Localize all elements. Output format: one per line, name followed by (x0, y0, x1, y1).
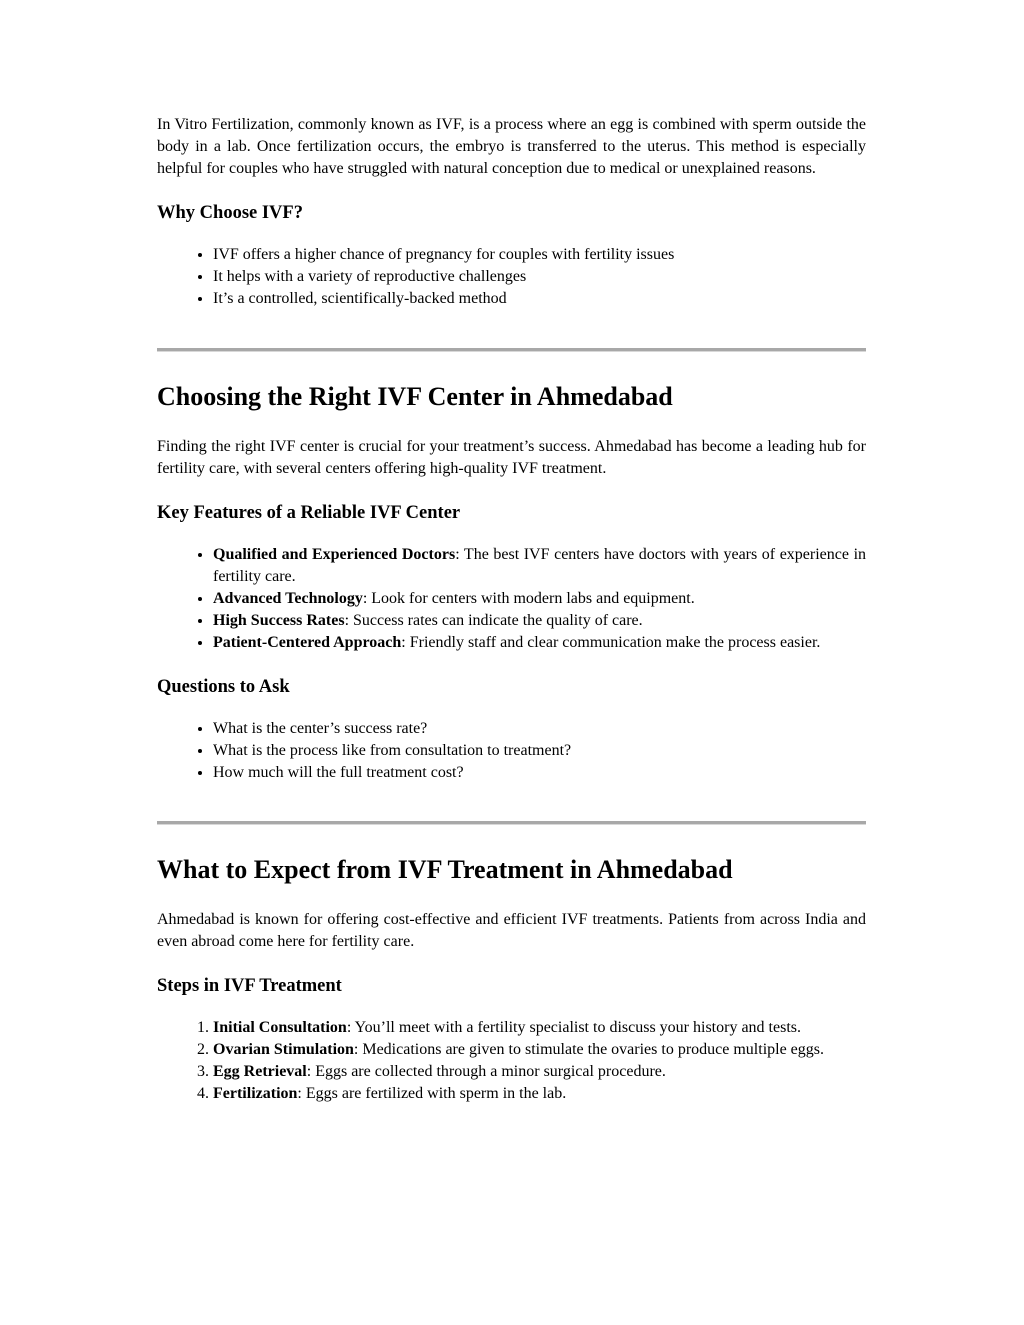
steps-heading: Steps in IVF Treatment (157, 976, 342, 997)
list-item: • How much will the full treatment cost? (213, 762, 866, 784)
feature-term: High Success Rates (213, 611, 345, 629)
feature-text: : Look for centers with modern labs and equipment. (362, 589, 695, 607)
feature-text: : Friendly staff and clear communication make the process easier. (401, 633, 821, 651)
list-item (213, 1061, 866, 1083)
choosing-center-heading: Choosing the Right IVF Center in Ahmedabad (157, 381, 673, 411)
step-term: Fertilization (213, 1084, 298, 1102)
list-item (213, 1083, 866, 1105)
step-text: : You’ll meet with a fertility specialist to discuss your history and tests. (346, 1019, 801, 1037)
list-item (213, 1017, 866, 1039)
list-item (213, 610, 866, 632)
section-divider (157, 348, 866, 352)
step-term: Egg Retrieval (213, 1062, 307, 1080)
what-to-expect-heading: What to Expect from IVF Treatment in Ahmedabad (157, 854, 733, 884)
questions-list (157, 718, 866, 783)
step-text: : Eggs are fertilized with sperm in the lab. (297, 1084, 567, 1102)
what-to-expect-paragraph: Ahmedabad is known for offering cost-effective and efficient IVF treatments. Patients from across India and even abroad come here for fertility care. (157, 910, 866, 950)
section-divider (157, 821, 866, 825)
list-item: • IVF offers a higher chance of pregnancy for couples with fertility issues (213, 244, 866, 266)
key-features-heading: Key Features of a Reliable IVF Center (157, 503, 461, 524)
step-term: Ovarian Stimulation (213, 1041, 354, 1059)
list-item: • It’s a controlled, scientifically-backed method (213, 288, 866, 310)
list-item (213, 588, 866, 610)
choosing-center-paragraph: Finding the right IVF center is crucial for your treatment’s success. Ahmedabad has become a leading hub for fertility care, with several centers offering high-quality IVF treatment. (157, 437, 866, 477)
feature-term: Patient-Centered Approach (213, 633, 402, 651)
step-text: : Medications are given to stimulate the ovaries to produce multiple eggs. (353, 1041, 825, 1059)
why-choose-heading: Why Choose IVF? (157, 203, 303, 224)
list-item (213, 544, 866, 588)
list-item: • What is the center’s success rate? (213, 718, 866, 740)
step-term: Initial Consultation (213, 1019, 347, 1037)
list-item: • It helps with a variety of reproductive challenges (213, 266, 866, 288)
steps-list (157, 1017, 866, 1104)
document-page (157, 114, 866, 1105)
why-choose-list (157, 244, 866, 309)
feature-text: : Success rates can indicate the quality of care. (344, 611, 643, 629)
list-item (213, 1039, 866, 1061)
list-item: • What is the process like from consultation to treatment? (213, 740, 866, 762)
list-item (213, 632, 866, 654)
feature-term: Advanced Technology (213, 589, 363, 607)
feature-text: : The best IVF centers have doctors with years of experience in fertility care. (213, 546, 867, 586)
key-features-list (157, 544, 866, 653)
feature-term: Qualified and Experienced Doctors (213, 546, 456, 564)
intro-paragraph: In Vitro Fertilization, commonly known as IVF, is a process where an egg is combined with sperm outside the body in a lab. Once fertilization occurs, the embryo is transferred to the uterus. This method is especially helpful for couples who have struggled with natural conception due to medical or unexplained reasons. (157, 116, 866, 177)
questions-heading: Questions to Ask (157, 677, 290, 698)
step-text: : Eggs are collected through a minor surgical procedure. (306, 1062, 666, 1080)
